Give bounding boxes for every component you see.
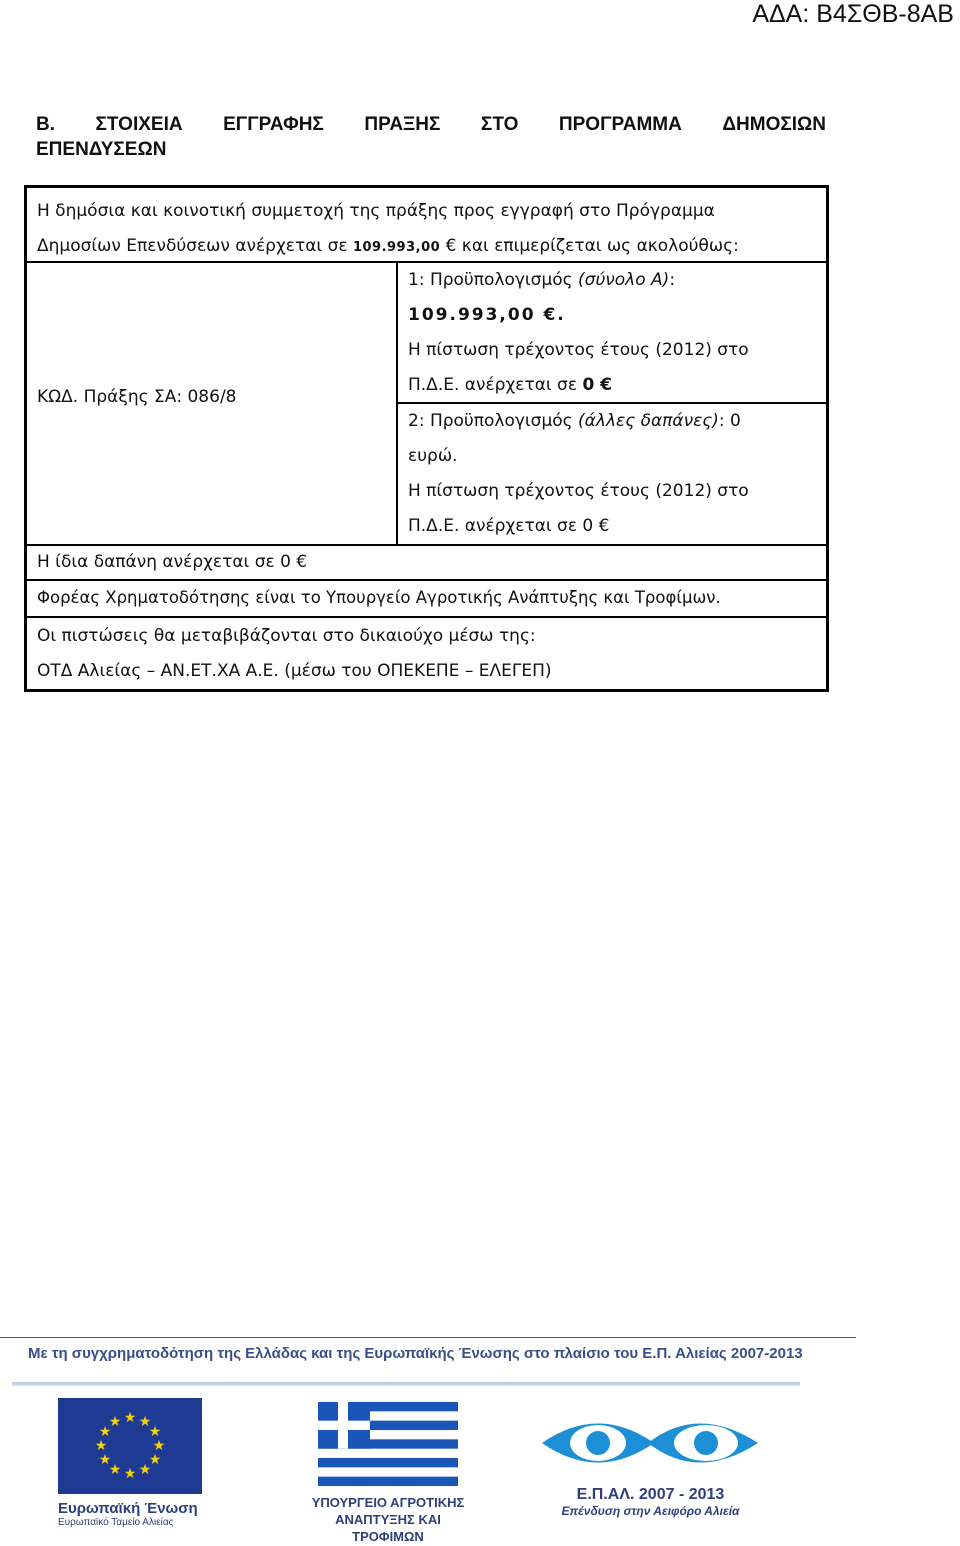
svg-text:★: ★	[123, 1410, 137, 1426]
budget-cells	[398, 263, 826, 544]
budget-2-value: : 0	[718, 411, 741, 431]
intro-line-1: Η δημόσια και κοινοτική συμμετοχή της πράξης προς εγγραφή στο Πρόγραμμα	[37, 201, 715, 221]
intro-row	[27, 188, 826, 263]
eu-fund: Ευρωπαϊκό Ταμείο Αλιείας	[58, 1517, 174, 1528]
intro-line-2	[37, 229, 816, 265]
credit-1-line-1: Η πίστωση τρέχοντος έτους (2012) στο	[408, 340, 749, 360]
heading-word: Β.	[36, 114, 55, 135]
code-cell	[27, 263, 398, 544]
credit-1-line-2	[408, 368, 816, 403]
budget-1-label	[408, 263, 816, 298]
epal-logo	[538, 1410, 763, 1518]
greek-flag-icon	[318, 1402, 458, 1486]
svg-text:★: ★	[123, 1466, 137, 1482]
svg-text:★: ★	[152, 1438, 166, 1454]
intro-amount: 109.993,00	[352, 240, 441, 255]
heading-word: ΣΤΟΙΧΕΙΑ	[95, 114, 183, 135]
budget-1-italic: (σύνολο Α)	[578, 270, 670, 290]
split-row	[27, 263, 826, 546]
heading-word: ΠΡΟΓΡΑΜΜΑ	[558, 114, 682, 135]
credits-row	[27, 618, 826, 689]
section-heading	[36, 112, 826, 162]
epal-eye-icon	[538, 1410, 763, 1476]
heading-line-1	[36, 112, 826, 137]
credit-2-line-2: Π.Δ.Ε. ανέρχεται σε 0 €	[408, 516, 610, 536]
ada-code: ΑΔΑ: Β4ΣΘΒ-8ΑΒ	[752, 0, 954, 28]
budget-2-line-2: ευρώ.	[408, 446, 458, 466]
budget-1-amount: 109.993,00 €.	[408, 305, 566, 325]
eu-flag-icon	[58, 1398, 202, 1494]
budget-1-cell	[398, 263, 826, 404]
funder-row: Φορέας Χρηματοδότησης είναι το Υπουργείο Αγροτικής Ανάπτυξης και Τροφίμων.	[27, 581, 826, 618]
epal-subtitle: Επένδυση στην Αειφόρο Αλιεία	[561, 1504, 740, 1518]
footer-underline	[12, 1382, 800, 1386]
svg-text:★: ★	[98, 1452, 112, 1468]
budget-2-text: 2: Προϋπολογισμός	[408, 411, 579, 431]
heading-word: ΔΗΜΟΣΙΩΝ	[722, 114, 826, 135]
svg-text:★: ★	[94, 1438, 108, 1454]
svg-text:★: ★	[138, 1462, 152, 1478]
credits-line-2: ΟΤΔ Αλιείας – ΑΝ.ΕΤ.ΧΑ Α.Ε. (μέσω του ΟΠΕΚΕΠΕ – ΕΛΕΓΕΠ)	[37, 661, 552, 681]
heading-word: ΠΡΑΞΗΣ	[364, 114, 441, 135]
credit-1-text: Π.Δ.Ε. ανέρχεται σε	[408, 375, 583, 395]
svg-text:★: ★	[98, 1424, 112, 1440]
credits-line-1: Οι πιστώσεις θα μεταβιβάζονται στο δικαιούχο μέσω της:	[37, 626, 536, 646]
budget-2-italic: (άλλες δαπάνες)	[578, 411, 719, 431]
budget-2-cell	[398, 404, 826, 544]
svg-text:★: ★	[108, 1414, 122, 1430]
svg-text:★: ★	[138, 1414, 152, 1430]
svg-text:★: ★	[108, 1462, 122, 1478]
intro-text: Δημοσίων Επενδύσεων ανέρχεται σε	[37, 236, 353, 256]
ministry-logo	[308, 1402, 468, 1545]
ministry-line-2: ΑΝΑΠΤΥΞΗΣ ΚΑΙ ΤΡΟΦΙΜΩΝ	[335, 1512, 441, 1544]
budget-2-label	[408, 404, 816, 439]
svg-text:★: ★	[148, 1424, 162, 1440]
heading-line-2: ΕΠΕΝΔΥΣΕΩΝ	[36, 139, 167, 160]
registration-table	[24, 185, 829, 692]
intro-text-end: € και επιμερίζεται ως ακολούθως:	[440, 236, 739, 256]
svg-text:★: ★	[148, 1452, 162, 1468]
credit-2-line-1: Η πίστωση τρέχοντος έτους (2012) στο	[408, 481, 749, 501]
heading-word: ΕΓΓΡΑΦΗΣ	[223, 114, 324, 135]
cofinance-text: Με τη συγχρηματοδότηση της Ελλάδας και της Ευρωπαϊκής Ένωσης στο πλαίσιο του Ε.Π. Αλιείας 2007-2013	[28, 1345, 803, 1362]
credit-1-amount: 0 €	[582, 375, 613, 395]
heading-word: ΣΤΟ	[480, 114, 519, 135]
footer-rule	[0, 1337, 856, 1338]
budget-1-text: 1: Προϋπολογισμός	[408, 270, 579, 290]
eu-logo	[58, 1398, 204, 1528]
eu-name: Ευρωπαϊκή Ένωση	[58, 1500, 198, 1517]
epal-title: Ε.Π.ΑΛ. 2007 - 2013	[576, 1486, 725, 1503]
own-cost-row: Η ίδια δαπάνη ανέρχεται σε 0 €	[27, 546, 826, 581]
project-code: ΚΩΔ. Πράξης ΣΑ: 086/8	[37, 387, 237, 407]
budget-1-colon: :	[669, 270, 676, 290]
ministry-line-1: ΥΠΟΥΡΓΕΙΟ ΑΓΡΟΤΙΚΗΣ	[311, 1495, 465, 1510]
